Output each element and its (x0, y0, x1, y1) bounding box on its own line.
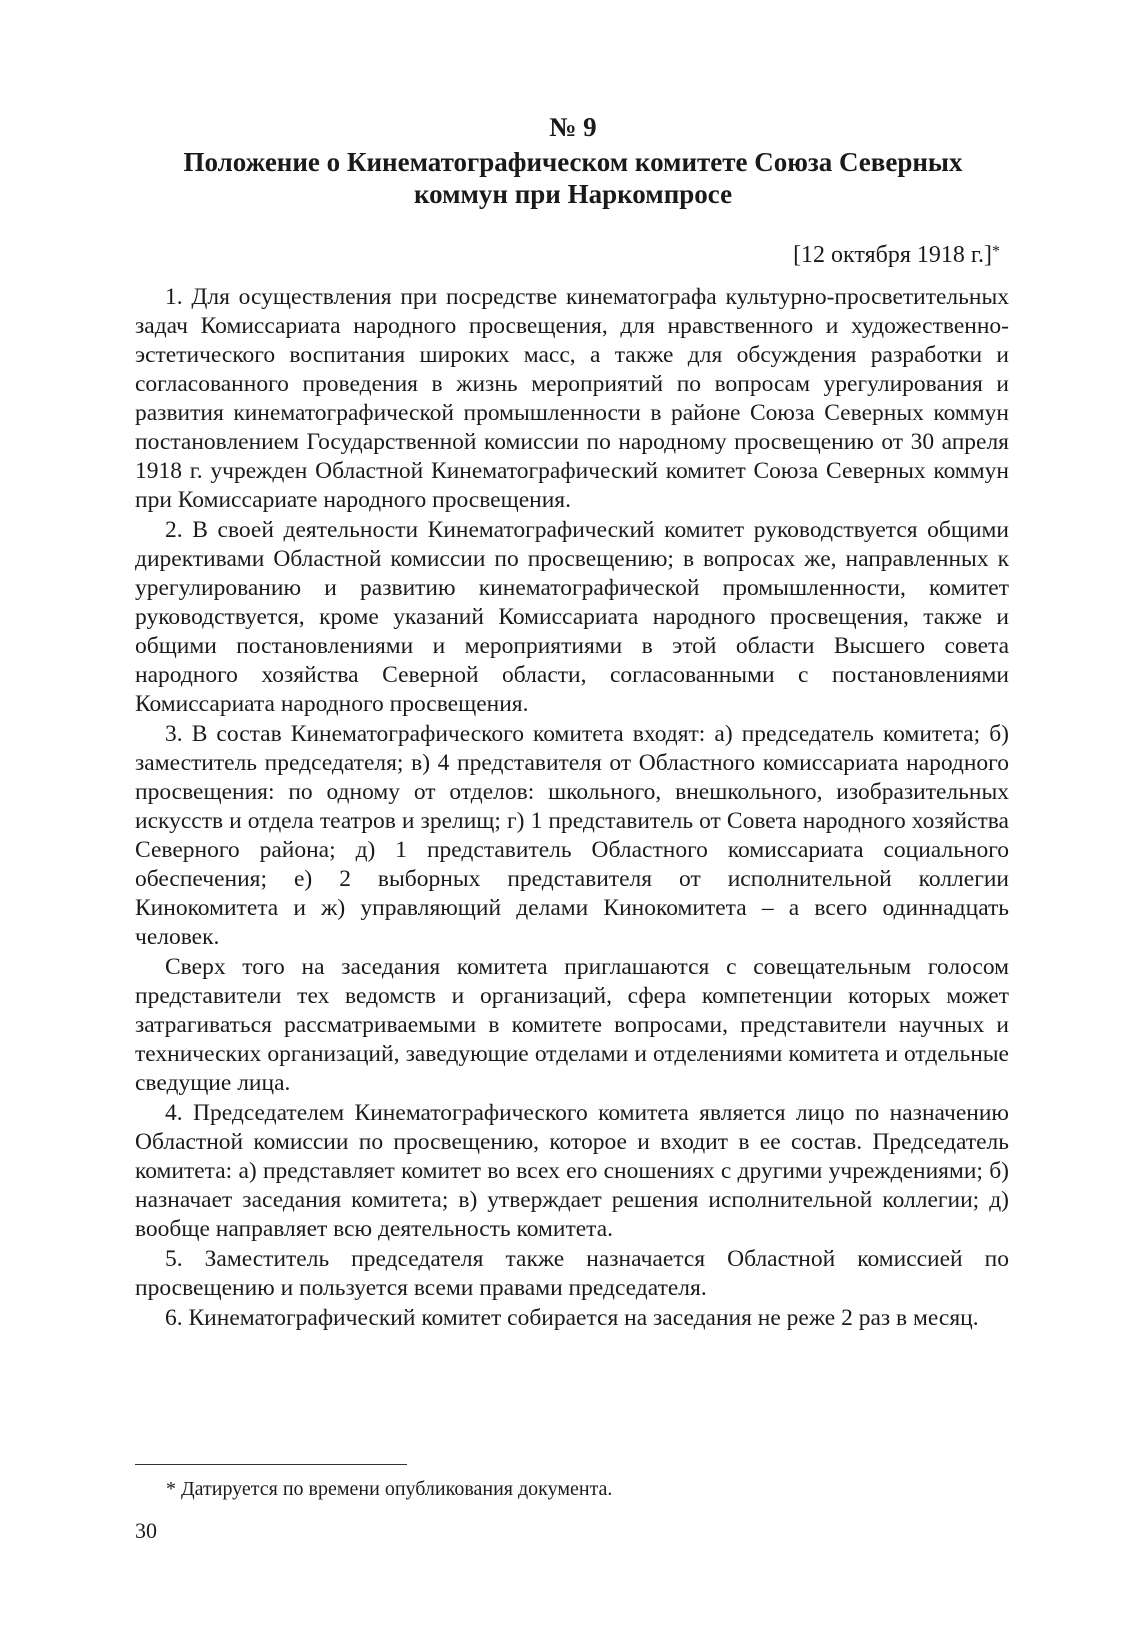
document-date (793, 238, 1000, 269)
paragraph-3: 3. В состав Кинематографического комитета входят: а) председатель комитета; б) заместитель председателя; в) 4 представителя от Областного комиссариата народного просвещения: по одному от отделов: школьного, внешкольного, изобразительных искусств и отдела театров и зрелищ; г) 1 представитель от Совета народного хозяйства Северного района; д) 1 представитель Областного комиссариата социального обеспечения; е) 2 выборных представителя от исполнительной коллегии Кинокомитета и ж) управляющий делами Кинокомитета – а всего одиннадцать человек. (135, 721, 1009, 950)
document-number: № 9 (549, 112, 597, 142)
page-number: 30 (135, 1518, 157, 1543)
paragraph-2: 2. В своей деятельности Кинематографический комитет руководствуется общими директивами Областной комиссии по просвещению; в вопросах же, направленных к урегулированию и развитию кинематографической промышленности, комитет руководствуется, кроме указаний Комиссариата народного просвещения, также и общими постановлениями и мероприятиями в этой области Высшего совета народного хозяйства Северной области, согласованными с постановлениями Комиссариата народного просвещения. (135, 517, 1009, 717)
paragraph-5: 5. Заместитель председателя также назначается Областной комиссией по просвещению и пользуется всеми правами председателя. (135, 1246, 1009, 1301)
footnote-mark: * (992, 243, 1000, 260)
footnote: * Датируется по времени опубликования документа. (166, 1478, 613, 1500)
paragraph-1: 1. Для осуществления при посредстве кинематографа культурно-просветительных задач Комиссариата народного просвещения, для нравственного и художественно-эстетического воспитания широких масс, а также для обсуждения разработки и согласованного проведения в жизнь мероприятий по вопросам урегулирования и развития кинематографической промышленности в районе Союза Северных коммун постановлением Государственной комиссии по народному просвещению от 30 апреля 1918 г. учрежден Областной Кинематографический комитет Союза Северных коммун при Комиссариате народного просвещения. (135, 284, 1009, 513)
paragraph-3-continued: Сверх того на заседания комитета приглашаются с совещательным голосом представители тех ведомств и организаций, сфера компетенции которых может затрагиваться рассматриваемыми в комитете вопросами, представители научных и технических организаций, заведующие отделами и отделениями комитета и отдельные сведущие лица. (135, 954, 1009, 1096)
document-title: Положение о Кинематографическом комитете Союза Северных коммун при Наркомпросе (183, 147, 963, 209)
paragraph-4: 4. Председателем Кинематографического комитета является лицо по назначению Областной комиссии по просвещению, которое и входит в ее состав. Председатель комитета: а) представляет комитет во всех его сношениях с другими учреждениями; б) назначает заседания комитета; в) утверждает решения исполнительной коллегии; д) вообще направляет всю деятельность комитета. (135, 1100, 1009, 1242)
date-text: [12 октября 1918 г.] (793, 242, 992, 268)
document-body (135, 283, 1009, 1334)
footnote-divider (135, 1464, 407, 1465)
paragraph-6: 6. Кинематографический комитет собирается на заседания не реже 2 раз в месяц. (165, 1305, 979, 1331)
